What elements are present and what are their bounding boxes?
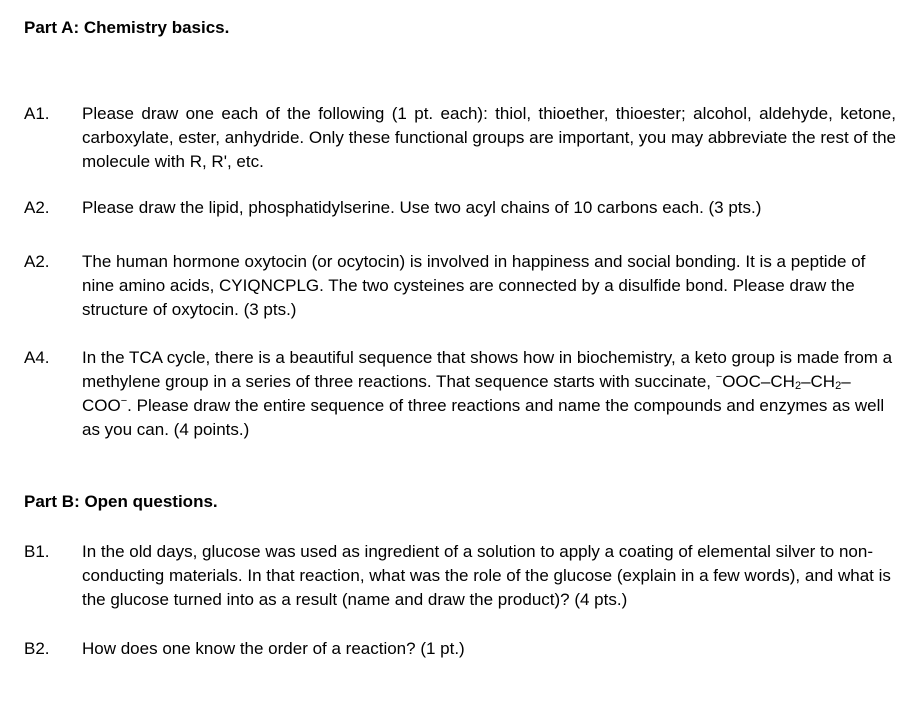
question-number: A4. bbox=[24, 348, 50, 367]
question-a4 bbox=[24, 346, 896, 442]
formula-part: –COO bbox=[82, 372, 851, 415]
formula-part: –CH bbox=[801, 372, 836, 391]
question-a2-lipid bbox=[24, 196, 896, 220]
formula-subscript: 2 bbox=[794, 380, 802, 392]
question-text: Please draw one each of the following (1 pt. each): thiol, thioether, thioester; alcohol, aldehyde, ketone, carboxylate, ester, anhydride. Only these functional groups are important, you may abbreviate the rest of the molecule with R, R', etc. bbox=[82, 104, 896, 171]
formula-part: OOC–CH bbox=[722, 372, 795, 391]
question-text bbox=[82, 346, 896, 442]
question-text: In the old days, glucose was used as ingredient of a solution to apply a coating of elemental silver to non-conducting materials. In that reaction, what was the role of the glucose (explain in a few words), and what is the glucose turned into as a result (name and draw the product)? (4 pts.) bbox=[82, 542, 891, 609]
question-text-intro: In the TCA cycle, there is a beautiful sequence that shows how in biochemistry, a keto group is made from a methylene group in a series of three reactions. That sequence starts with succinate, bbox=[82, 348, 893, 391]
part-a-heading: Part A: Chemistry basics. bbox=[24, 18, 230, 37]
question-number: A1. bbox=[24, 104, 50, 123]
question-b2 bbox=[24, 637, 896, 661]
formula-charge: − bbox=[715, 371, 723, 383]
question-text-rest: . Please draw the entire sequence of three reactions and name the compounds and enzymes as well as you can. (4 points.) bbox=[82, 396, 885, 439]
question-number: B2. bbox=[24, 639, 50, 658]
formula-subscript: 2 bbox=[835, 380, 842, 392]
question-text: Please draw the lipid, phosphatidylserine. Use two acyl chains of 10 carbons each. (3 pts.) bbox=[82, 198, 762, 217]
question-a2-oxytocin bbox=[24, 250, 896, 322]
part-b-heading: Part B: Open questions. bbox=[24, 492, 218, 511]
question-text: The human hormone oxytocin (or ocytocin) is involved in happiness and social bonding. It is a peptide of nine amino acids, CYIQNCPLG. The two cysteines are connected by a disulfide bond. Please draw the structure of oxytocin. (3 pts.) bbox=[82, 252, 866, 319]
question-a1 bbox=[24, 102, 896, 174]
question-number: B1. bbox=[24, 542, 50, 561]
question-text: How does one know the order of a reaction? (1 pt.) bbox=[82, 639, 465, 658]
question-number: A2. bbox=[24, 198, 50, 217]
formula-charge: − bbox=[120, 395, 128, 407]
question-b1 bbox=[24, 540, 896, 612]
question-number: A2. bbox=[24, 252, 50, 271]
